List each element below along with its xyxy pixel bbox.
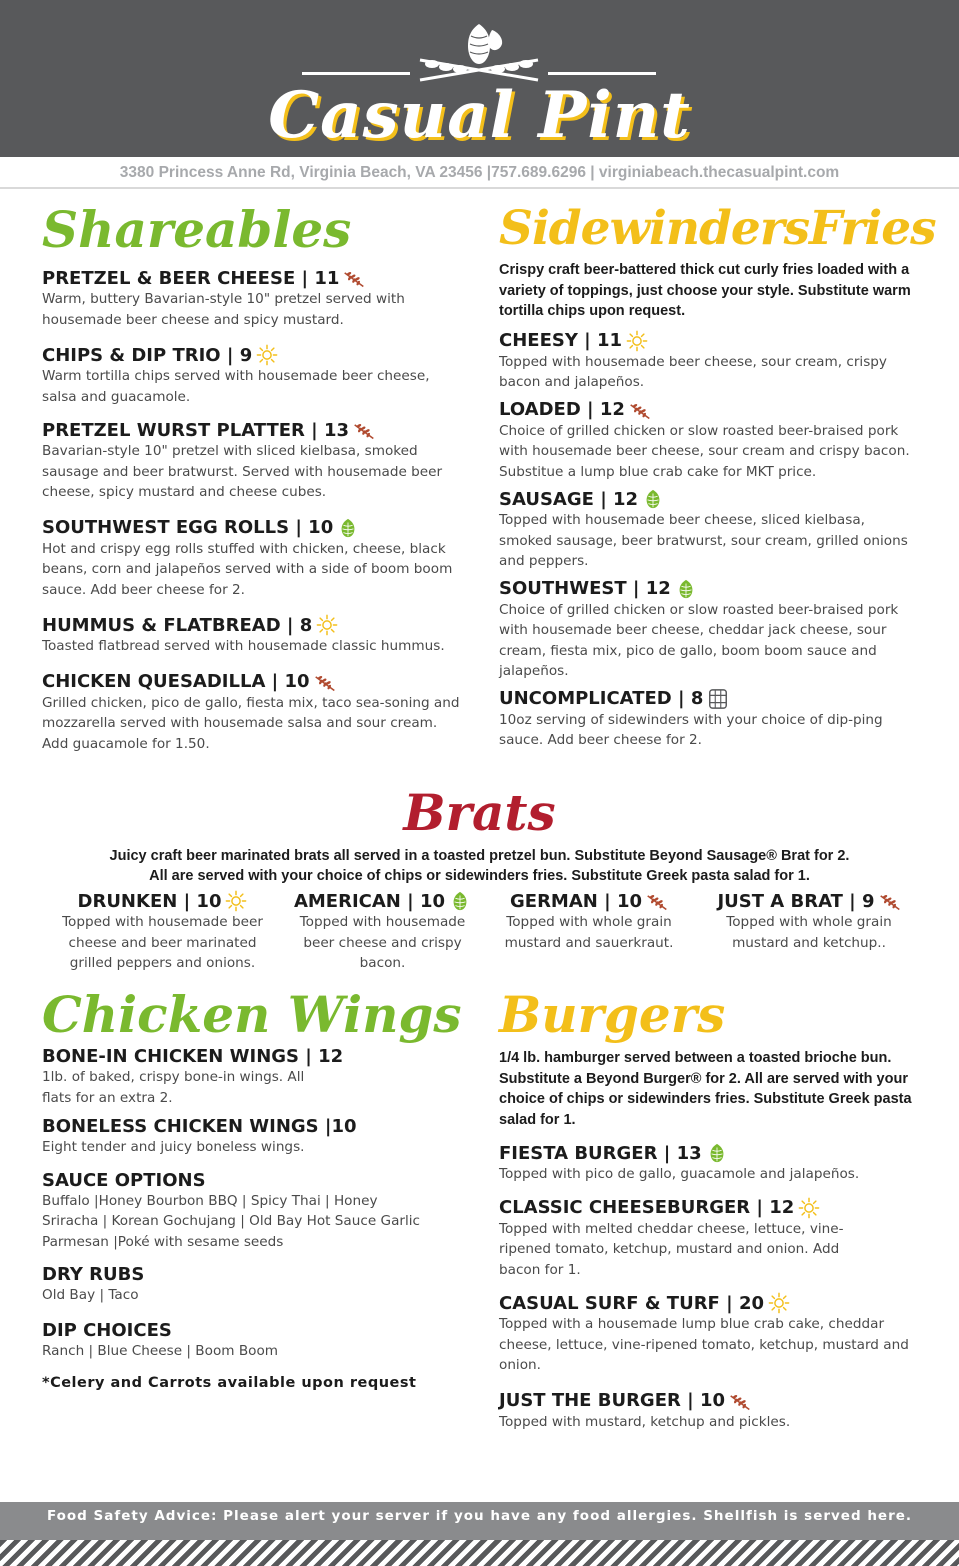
menu-item (285, 890, 480, 974)
sun-icon (768, 1292, 790, 1314)
item-name: CHIPS & DIP TRIO | 9 (42, 344, 253, 366)
item-description: Eight tender and juicy boneless wings. (42, 1139, 305, 1155)
sun-icon (256, 344, 278, 366)
item-description: Topped with mustard, ketchup and pickles. (499, 1413, 791, 1430)
menu-item (499, 1292, 915, 1376)
contact-address-bar: 3380 Princess Anne Rd, Virginia Beach, VA 23456 |757.689.6296 | virginiabeach.thecasualpint.com (0, 157, 959, 189)
item-description: Toasted flatbread served with housemade classic hummus. (42, 638, 445, 654)
item-description: Topped with melted cheddar cheese, lettuce, vine-ripened tomato, ketchup, mustard and onion. Add bacon for 1. (499, 1220, 844, 1278)
item-description: Buffalo |Honey Bourbon BBQ | Spicy Thai | Honey Sriracha | Korean Gochujang | Old Bay Hot Sauce Garlic Parmesan |Poké with sesame seeds (42, 1192, 421, 1250)
hop-icon (642, 488, 664, 510)
brats-title: Brats (403, 783, 556, 842)
wheat-icon (729, 1390, 751, 1412)
item-description: Topped with housemade beer cheese and beer marinated grilled peppers and onions. (62, 914, 263, 971)
item-name: SAUCE OPTIONS (42, 1169, 206, 1191)
item-name: DRUNKEN | 10 (77, 890, 222, 912)
item-name: LOADED | 12 (499, 399, 625, 420)
menu-item (42, 671, 462, 755)
fries-section (499, 201, 936, 761)
menu-item (42, 1170, 462, 1253)
logo-rule-right (548, 72, 656, 75)
item-name: AMERICAN | 10 (293, 890, 446, 912)
food-safety-footer: Food Safety Advice: Please alert your server if you have any food allergies. Shellfish is served here. (0, 1502, 959, 1540)
item-name: CHICKEN QUESADILLA | 10 (42, 671, 310, 692)
menu-item (42, 1264, 462, 1306)
menu-item (698, 890, 920, 974)
item-name: UNCOMPLICATED | 8 (499, 688, 704, 709)
item-description: Topped with pico de gallo, guacamole and jalapeños. (499, 1166, 860, 1182)
item-name: SOUTHWEST | 12 (499, 578, 671, 599)
item-name: SAUSAGE | 12 (499, 488, 639, 510)
sun-icon (225, 890, 247, 912)
item-name: PRETZEL & BEER CHEESE | 11 (42, 267, 340, 289)
item-name: SOUTHWEST EGG ROLLS | 10 (42, 517, 334, 538)
hop-icon (337, 517, 359, 539)
wings-title: Chicken Wings (42, 985, 462, 1044)
menu-item (499, 1197, 915, 1281)
item-description: Old Bay | Taco (42, 1287, 139, 1303)
item-name: DIP CHOICES (42, 1319, 172, 1341)
wheat-icon (879, 890, 901, 912)
menu-item (499, 1142, 915, 1185)
item-name: CLASSIC CHEESEBURGER | 12 (499, 1197, 795, 1218)
item-name: CASUAL SURF & TURF | 20 (499, 1292, 765, 1314)
item-description: Ranch | Blue Cheese | Boom Boom (42, 1342, 279, 1359)
barrel-icon (707, 688, 729, 710)
shareables-section (42, 200, 462, 764)
item-name: PRETZEL WURST PLATTER | 13 (42, 419, 350, 441)
sun-icon (626, 330, 648, 352)
item-name: BONELESS CHICKEN WINGS |10 (42, 1116, 357, 1137)
item-name: JUST THE BURGER | 10 (499, 1390, 726, 1411)
item-name: JUST A BRAT | 9 (717, 890, 875, 912)
menu-item (499, 578, 911, 682)
item-description: Choice of grilled chicken or slow roasted beer-braised pork with housemade beer cheese, cheddar jack cheese, sour cream, fiesta mix, pico de gallo, boom boom sauce and jalapeños. (499, 601, 899, 679)
item-name: DRY RUBS (42, 1264, 145, 1285)
shareables-title: Shareables (42, 200, 352, 259)
item-description: Choice of grilled chicken or slow roasted beer-braised pork with housemade beer cheese, sour cream and crispy bacon. Substitue a lump blue crab cake for MKT price. (499, 422, 910, 480)
hop-icon (706, 1142, 728, 1164)
burgers-intro: 1/4 lb. hamburger served between a toasted brioche bun. Substitute a Beyond Burger® for 2. All are served with your choice of chips or sidewinders fries. Substitute Greek pasta salad for 1. (499, 1050, 912, 1128)
item-description: Topped with housemade beer cheese, sliced kielbasa, smoked sausage, beer bratwurst, sour cream, grilled onions and peppers. (499, 512, 908, 569)
item-description: Grilled chicken, pico de gallo, fiesta mix, taco sea-soning and mozzarella served with housemade salsa and sour cream. Add guacamole for 1.50. (42, 694, 460, 752)
fries-title: SidewindersFries (499, 201, 936, 256)
brand-logo-text: Casual Pint (268, 78, 691, 153)
item-description: Topped with whole grain mustard and ketchup.. (726, 914, 892, 951)
item-description: Hot and crispy egg rolls stuffed with chicken, cheese, black beans, corn and jalapeños served with a side of boom boom sauce. Add beer cheese for 2. (42, 540, 453, 598)
celery-note: *Celery and Carrots available upon request (42, 1375, 417, 1391)
menu-item (42, 1046, 462, 1108)
brats-intro: Juicy craft beer marinated brats all served in a toasted pretzel bun. Substitute Beyond Sausage® Brat for 2. All are served with your choice of chips or sidewinders fries. Substitute Greek pasta salad for 1. (109, 848, 850, 884)
item-name: GERMAN | 10 (510, 890, 642, 912)
sun-icon (316, 614, 338, 636)
item-description: Topped with whole grain mustard and sauerkraut. (504, 914, 674, 951)
burgers-section (499, 985, 915, 1442)
hops-wheat-logo-icon (410, 20, 548, 86)
menu-item (42, 614, 462, 657)
item-description: Bavarian-style 10" pretzel with sliced kielbasa, smoked sausage and beer bratwurst. Served with housemade beer cheese, spicy mustard and cheese cubes. (42, 443, 443, 500)
wheat-icon (314, 671, 336, 693)
wheat-icon (353, 419, 375, 441)
item-description: Topped with a housemade lump blue crab cake, cheddar cheese, lettuce, vine-ripened tomato, ketchup, mustard and onion. (499, 1316, 909, 1373)
fries-intro: Crispy craft beer-battered thick cut curly fries loaded with a variety of toppings, just choose your style. Substitute warm tortilla chips upon request. (499, 262, 911, 319)
brats-grid (40, 890, 920, 974)
striped-border (0, 1540, 959, 1566)
item-name: FIESTA BURGER | 13 (499, 1142, 702, 1164)
item-name: CHEESY | 11 (499, 330, 623, 351)
wheat-icon (629, 399, 651, 421)
menu-item (42, 517, 462, 601)
item-description: 10oz serving of sidewinders with your choice of dip-ping sauce. Add beer cheese for 2. (499, 711, 883, 748)
menu-item (499, 688, 911, 751)
hop-icon (675, 578, 697, 600)
menu-item (499, 330, 911, 393)
menu-item (499, 488, 911, 572)
item-description: Warm, buttery Bavarian-style 10" pretzel served with housemade beer cheese and spicy mustard. (42, 291, 405, 328)
menu-item (40, 890, 285, 974)
brats-section (0, 783, 959, 886)
menu-item (499, 1390, 915, 1433)
menu-item (42, 1320, 462, 1362)
item-description: Topped with housemade beer cheese, sour cream, crispy bacon and jalapeños. (499, 353, 887, 390)
item-name: HUMMUS & FLATBREAD | 8 (42, 614, 313, 636)
menu-item (499, 399, 911, 483)
menu-item (42, 1116, 462, 1158)
item-description: Topped with housemade beer cheese and crispy bacon. (299, 914, 466, 971)
item-name: BONE-IN CHICKEN WINGS | 12 (42, 1046, 344, 1067)
menu-item (42, 419, 462, 503)
wheat-icon (646, 890, 668, 912)
burgers-title: Burgers (499, 985, 726, 1044)
wings-section (42, 985, 462, 1391)
menu-item (42, 344, 462, 407)
menu-item (480, 890, 698, 974)
menu-item (42, 267, 462, 330)
header-banner (0, 0, 959, 157)
item-description: Warm tortilla chips served with housemade beer cheese, salsa and guacamole. (42, 368, 430, 405)
wheat-icon (343, 267, 365, 289)
logo-rule-left (302, 72, 410, 75)
hop-icon (449, 890, 471, 912)
item-description: 1lb. of baked, crispy bone-in wings. All flats for an extra 2. (42, 1069, 305, 1106)
sun-icon (798, 1197, 820, 1219)
